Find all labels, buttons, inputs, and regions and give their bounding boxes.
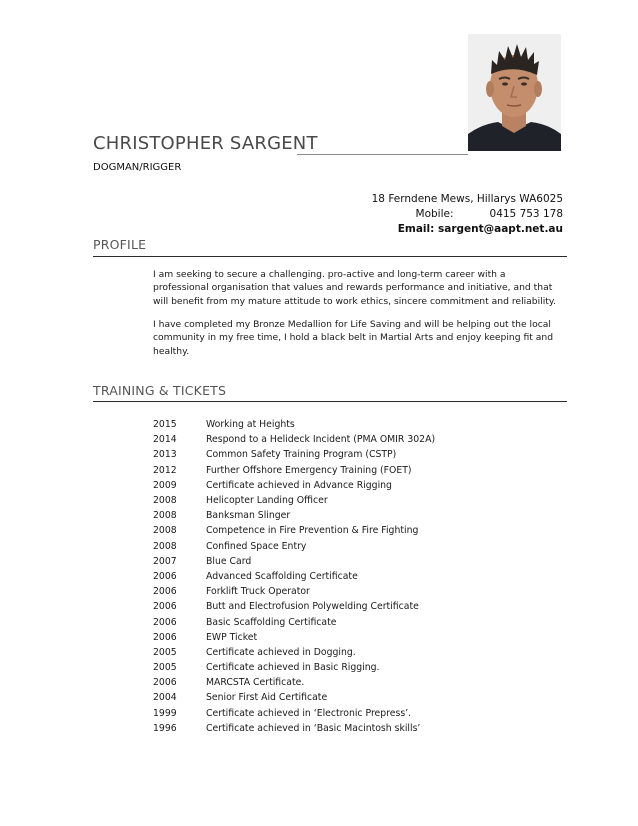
ticket-year: 2008	[153, 495, 177, 507]
contact-block	[372, 192, 563, 237]
ticket-name: Advanced Scaffolding Certificate	[206, 570, 358, 582]
list-item	[153, 706, 573, 721]
list-item	[153, 508, 573, 523]
list-item	[153, 493, 573, 508]
ticket-name: Working at Heights	[206, 419, 295, 431]
list-item	[153, 614, 573, 629]
ticket-year: 2006	[153, 586, 177, 598]
ticket-name: Basic Scaffolding Certificate	[206, 616, 337, 628]
ticket-name: Banksman Slinger	[206, 510, 291, 522]
list-item	[153, 463, 573, 478]
ticket-year: 2006	[153, 616, 177, 628]
ticket-year: 2006	[153, 631, 177, 643]
ticket-name: MARCSTA Certificate.	[206, 677, 305, 689]
training-divider	[93, 401, 567, 402]
ticket-name: EWP Ticket	[206, 631, 258, 643]
name-block	[93, 134, 468, 156]
ticket-year: 2014	[153, 434, 177, 446]
list-item	[153, 569, 573, 584]
profile-photo	[468, 34, 561, 151]
ticket-name: Certificate achieved in Dogging.	[206, 646, 356, 658]
ticket-name: Confined Space Entry	[206, 540, 307, 552]
profile-heading: PROFILE	[93, 237, 147, 252]
list-item	[153, 645, 573, 660]
job-title: DOGMAN/RIGGER	[93, 162, 182, 173]
list-item	[153, 675, 573, 690]
list-item	[153, 584, 573, 599]
ticket-name: Senior First Aid Certificate	[206, 692, 328, 704]
ticket-name: Blue Card	[206, 555, 252, 567]
ticket-name: Competence in Fire Prevention & Fire Fighting	[206, 525, 419, 537]
ticket-year: 1996	[153, 722, 177, 734]
list-item	[153, 690, 573, 705]
portrait-image	[468, 34, 561, 151]
ticket-year: 2015	[153, 419, 177, 431]
mobile-number: 0415 753 178	[489, 208, 563, 220]
ticket-year: 2008	[153, 525, 177, 537]
list-item	[153, 660, 573, 675]
list-item	[153, 721, 573, 736]
mobile-label: Mobile:	[415, 208, 454, 220]
profile-paragraph-2: I have completed my Bronze Medallion for Life Saving and will be helping out the local community in my free time, I hold a black belt in Martial Arts and enjoy keeping fit and healthy.	[153, 319, 554, 357]
ticket-name: Butt and Electrofusion Polywelding Certificate	[206, 601, 419, 613]
ticket-name: Further Offshore Emergency Training (FOET)	[206, 464, 412, 476]
email-address[interactable]: Email: sargent@aapt.net.au	[397, 223, 563, 235]
name-underline	[297, 154, 468, 155]
profile-divider	[93, 256, 567, 257]
candidate-name: CHRISTOPHER SARGENT	[93, 133, 318, 154]
list-item	[153, 523, 573, 538]
address: 18 Ferndene Mews, Hillarys WA6025	[371, 193, 563, 205]
list-item	[153, 554, 573, 569]
ticket-name: Common Safety Training Program (CSTP)	[206, 449, 397, 461]
ticket-name: Forklift Truck Operator	[206, 586, 310, 598]
list-item	[153, 432, 573, 447]
ticket-year: 2006	[153, 677, 177, 689]
ticket-name: Certificate achieved in ‘Electronic Prepress’.	[206, 707, 412, 719]
list-item	[153, 478, 573, 493]
ticket-year: 2008	[153, 540, 177, 552]
list-item	[153, 447, 573, 462]
profile-paragraph-1: I am seeking to secure a challenging. pro-active and long-term career with a professional organisation that values and rewards performance and initiative, and that will benefit from my mature attitude to work ethics, sincere commitment and reliability.	[153, 269, 556, 307]
ticket-year: 2005	[153, 646, 177, 658]
list-item	[153, 417, 573, 432]
training-list	[153, 417, 573, 736]
ticket-year: 1999	[153, 707, 177, 719]
ticket-name: Certificate achieved in ‘Basic Macintosh skills’	[206, 722, 421, 734]
ticket-year: 2006	[153, 570, 177, 582]
ticket-name: Respond to a Helideck Incident (PMA OMIR 302A)	[206, 434, 436, 446]
ticket-name: Helicopter Landing Officer	[206, 495, 328, 507]
ticket-name: Certificate achieved in Basic Rigging.	[206, 662, 380, 674]
ticket-name: Certificate achieved in Advance Rigging	[206, 479, 392, 491]
ticket-year: 2004	[153, 692, 177, 704]
training-heading: TRAINING & TICKETS	[93, 383, 227, 398]
ticket-year: 2009	[153, 479, 177, 491]
list-item	[153, 539, 573, 554]
ticket-year: 2006	[153, 601, 177, 613]
list-item	[153, 630, 573, 645]
ticket-year: 2013	[153, 449, 177, 461]
list-item	[153, 599, 573, 614]
ticket-year: 2005	[153, 662, 177, 674]
mobile-line	[372, 207, 563, 222]
ticket-year: 2012	[153, 464, 177, 476]
ticket-year: 2007	[153, 555, 177, 567]
ticket-year: 2008	[153, 510, 177, 522]
